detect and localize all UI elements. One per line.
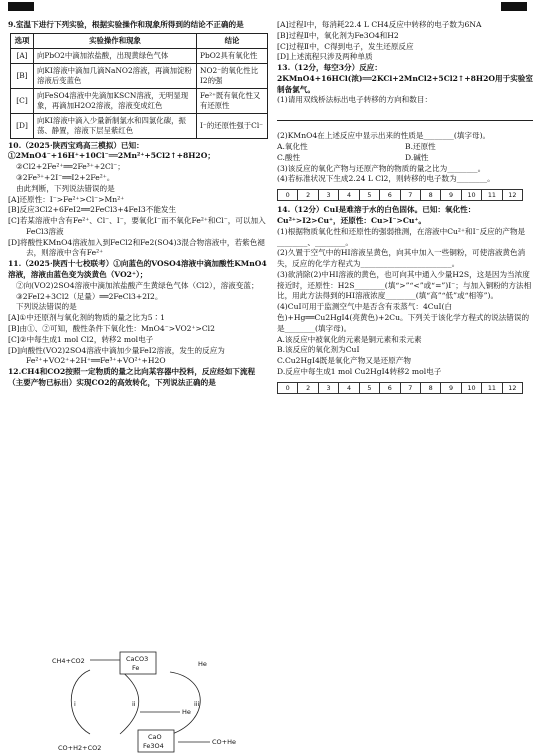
q9-header-option: 选项 bbox=[11, 33, 34, 48]
q9-header-operation: 实验操作和现象 bbox=[34, 33, 197, 48]
operation-text: 向PbO2中滴加浓盐酸，出现黄绿色气体 bbox=[34, 48, 197, 63]
score-box[interactable]: 4 bbox=[339, 190, 359, 200]
q11-line-2: ②向(VO2)2SO4溶液中滴加浓盐酸产生黄绿色气体（Cl2），溶液变蓝； bbox=[16, 280, 259, 290]
cycle-arrow-right bbox=[120, 670, 139, 734]
conclusion-text: I⁻的还原性强于Cl⁻ bbox=[197, 113, 268, 138]
score-box[interactable]: 5 bbox=[360, 190, 380, 200]
left-column bbox=[8, 20, 270, 389]
conclusion-text: NO2⁻的氧化性比I2的强 bbox=[197, 63, 268, 88]
score-box[interactable]: 11 bbox=[482, 383, 502, 393]
q9-table bbox=[10, 33, 268, 139]
q14-part2: (2)久置于空气中的HI溶液呈黄色，向其中加入一些铜粉，可使溶液黄色消失，反应的化学方程式为________________________。 bbox=[277, 248, 526, 269]
q14-part1: (1)根据物质氧化性和还原性的强弱推测，在溶液中Cu²⁺和I⁻反应的产物是________、________。 bbox=[277, 226, 526, 247]
q14-part4: (4)CuI可用于监测空气中是否含有汞蒸气：4CuI(白色)+Hg══Cu2HgI4(亮黄色)+2Cu。下列关于该化学方程式的说法错误的是________(填字母)。 bbox=[277, 302, 530, 333]
option-label[interactable]: [A] bbox=[11, 48, 34, 63]
q12-option-b[interactable]: [B]过程Ⅱ中，氧化剂为Fe3O4和H2 bbox=[277, 30, 399, 40]
q12-option-a[interactable]: [A]过程Ⅰ中，每消耗22.4 L CH4反应中转移的电子数为6NA bbox=[277, 20, 482, 29]
q13-part3: (3)该反应的氧化产物与还原产物的物质的量之比为________。 bbox=[277, 163, 486, 173]
q11-stem: 11.（2025·陕西十七校联考）①向蓝色的VOSO4溶液中滴加酸性KMnO4溶液，溶液由蓝色变为淡黄色（VO2⁺）； bbox=[8, 259, 267, 280]
score-box[interactable]: 10 bbox=[462, 383, 482, 393]
diagram-co-he: CO+He bbox=[212, 738, 236, 746]
q13-stem: 13.（12分，每空3分）反应：2KMnO4+16HCl(浓)══2KCl+2MnCl2+5Cl2↑+8H2O用于实验室制备氯气。 bbox=[277, 63, 533, 94]
q11-option-b[interactable]: [B]由①、②可知，酸性条件下氧化性：MnO4⁻>VO2⁺>Cl2 bbox=[8, 323, 215, 333]
top-right-marker bbox=[501, 2, 527, 11]
q13-part2: (2)KMnO4在上述反应中显示出来的性质是________(填字母)。 bbox=[277, 131, 491, 141]
q13-choice-c[interactable]: C.酸性 bbox=[277, 152, 301, 162]
q9-stem: 9.室温下进行下列实验，根据实验操作和现象所得到的结论不正确的是 bbox=[8, 20, 244, 29]
score-box[interactable]: 12 bbox=[508, 191, 517, 200]
q13-answer-line[interactable] bbox=[277, 110, 533, 121]
score-box[interactable]: 10 bbox=[462, 190, 482, 200]
top-left-marker bbox=[8, 2, 34, 11]
q12-stem: 12.CH4和CO2按照一定物质的量之比向某容器中投料，反应经如下流程（主要产物已标出）实现CO2的高效转化，下列说法正确的是 bbox=[8, 367, 256, 387]
score-box[interactable]: 8 bbox=[421, 190, 441, 200]
q14-option-d[interactable]: D.反应中每生成1 mol Cu2HgI4转移2 mol电子 bbox=[277, 366, 442, 376]
score-box[interactable]: 7 bbox=[401, 383, 421, 393]
q13-part1: (1)请用双线桥法标出电子转移的方向和数目： bbox=[277, 95, 433, 105]
q13-choices bbox=[277, 142, 533, 153]
q10-option-d[interactable]: [D]将酸性KMnO4溶液加入到FeCl2和Fe2(SO4)3混合物溶液中，若紫色褪去，则溶液中含有Fe²⁺ bbox=[8, 237, 265, 258]
q9-row-d bbox=[11, 113, 268, 138]
score-box[interactable]: 0 bbox=[278, 383, 298, 393]
q14-part3: (3)欲消除(2)中HI溶液的黄色，也可向其中通入少量H2S，这是因为当浓度接近时，还原性：H2S________(填“>”“<”或“=”)I⁻；与加入铜粉的方法相比，用此方法得到的HI溶液浓度________(填“高”“低”或“相等”)。 bbox=[277, 269, 532, 301]
score-box[interactable]: 8 bbox=[421, 383, 441, 393]
diagram-box1-line2: Fe bbox=[132, 664, 140, 672]
q10-stem: 10.（2025·陕西宝鸡高三模拟）已知：①2MnO4⁻+16H⁺+10Cl⁻══2Mn²⁺+5Cl2↑+8H2O； bbox=[8, 140, 215, 161]
diagram-box1-line1: CaCO3 bbox=[126, 655, 149, 663]
score-box[interactable]: 3 bbox=[319, 190, 339, 200]
q12-option-d[interactable]: [D]上述流程只涉及两种单质 bbox=[277, 52, 373, 62]
score-box[interactable]: 7 bbox=[401, 190, 421, 200]
score-box[interactable]: 11 bbox=[482, 190, 502, 200]
option-label[interactable]: [B] bbox=[11, 63, 34, 88]
diagram-box2-line1: CaO bbox=[148, 733, 162, 741]
q13-score-bar bbox=[277, 189, 523, 201]
q9-row-b bbox=[11, 63, 268, 88]
diagram-start: CH4+CO2 bbox=[52, 657, 85, 665]
q14-option-a[interactable]: A.该反应中被氧化的元素是铜元素和汞元素 bbox=[277, 334, 422, 344]
option-label[interactable]: [D] bbox=[11, 113, 34, 138]
diagram-step-iii: iii bbox=[194, 700, 200, 708]
right-column bbox=[277, 20, 533, 398]
diagram-end: CO+H2+CO2 bbox=[58, 744, 102, 752]
diagram-he-top: He bbox=[198, 660, 207, 668]
q11-ask: 下列说法错误的是 bbox=[16, 302, 77, 312]
score-box[interactable]: 3 bbox=[319, 383, 339, 393]
score-box[interactable]: 2 bbox=[298, 383, 318, 393]
q12-option-c[interactable]: [C]过程Ⅱ中，C得到电子，发生还原反应 bbox=[277, 41, 414, 51]
operation-text: 向KI溶液中滴加几滴NaNO2溶液，再滴加淀粉溶液后变蓝色 bbox=[34, 63, 197, 88]
score-box[interactable]: 9 bbox=[441, 190, 461, 200]
q10-option-a[interactable]: [A]还原性：I⁻>Fe²⁺>Cl⁻>Mn²⁺ bbox=[8, 194, 125, 204]
q9-header-conclusion: 结论 bbox=[197, 33, 268, 48]
q11-option-a[interactable]: [A]①中还原剂与氧化剂的物质的量之比为5∶1 bbox=[8, 313, 165, 323]
q11-option-c[interactable]: [C]②中每生成1 mol Cl2，转移2 mol电子 bbox=[8, 334, 154, 344]
score-box[interactable]: 2 bbox=[298, 190, 318, 200]
q13-choice-d[interactable]: D.碱性 bbox=[405, 152, 429, 162]
option-label[interactable]: [C] bbox=[11, 88, 34, 113]
score-box[interactable]: 6 bbox=[380, 383, 400, 393]
q14-option-b[interactable]: B.该反应的氧化剂为CuI bbox=[277, 345, 360, 355]
conclusion-text: Fe²⁺既有氧化性又有还原性 bbox=[197, 88, 268, 113]
q14-score-bar bbox=[277, 382, 523, 394]
score-box[interactable]: 5 bbox=[360, 383, 380, 393]
operation-text: 向KI溶液中滴入少量新制氯水和四氯化碳，振荡、静置，溶液下层呈紫红色 bbox=[34, 113, 197, 138]
operation-text: 向FeSO4溶液中先滴加KSCN溶液，无明显现象，再滴加H2O2溶液，溶液变成红色 bbox=[34, 88, 197, 113]
q11-line-3: ③2FeI2+3Cl2（足量）══2FeCl3+2I2。 bbox=[16, 291, 163, 301]
q9-row-a bbox=[11, 48, 268, 63]
score-box[interactable]: 6 bbox=[380, 190, 400, 200]
q11-option-d[interactable]: [D]向酸性(VO2)2SO4溶液中滴加少量FeI2溶液，发生的反应为Fe²⁺+VO2⁺+2H⁺══Fe³⁺+VO²⁺+H2O bbox=[8, 345, 225, 366]
q10-option-c[interactable]: [C]若某溶液中含有Fe²⁺、Cl⁻、I⁻，要氧化I⁻而不氧化Fe²⁺和Cl⁻，可以加入FeCl3溶液 bbox=[8, 216, 266, 236]
q14-option-c[interactable]: C.Cu2HgI4既是氧化产物又是还原产物 bbox=[277, 356, 411, 366]
diagram-step-ii: ii bbox=[132, 700, 136, 708]
q13-choice-a[interactable]: A.氧化性 bbox=[277, 142, 308, 152]
q10-option-b[interactable]: [B]反应3Cl2+6FeI2══2FeCl3+4FeI3不能发生 bbox=[8, 205, 177, 215]
q10-ask: 由此判断，下列说法错误的是 bbox=[16, 183, 115, 193]
q9-row-c bbox=[11, 88, 268, 113]
diagram-step-i: i bbox=[74, 700, 76, 708]
score-box[interactable]: 12 bbox=[508, 383, 517, 392]
conclusion-text: PbO2具有氧化性 bbox=[197, 48, 268, 63]
q13-part4: (4)若标准状况下生成2.24 L Cl2，则转移的电子数为________。 bbox=[277, 174, 495, 184]
score-box[interactable]: 4 bbox=[339, 383, 359, 393]
diagram-box2-line2: Fe3O4 bbox=[143, 742, 164, 750]
q13-choice-b[interactable]: B.还原性 bbox=[405, 142, 436, 152]
score-box[interactable]: 0 bbox=[278, 190, 298, 200]
diagram-he-mid: He bbox=[182, 708, 191, 716]
q14-stem: 14.（12分）CuI是难溶于水的白色固体。已知：氧化性：Cu²⁺>I2>Cu⁺，还原性：Cu>I⁻>Cu⁺。 bbox=[277, 205, 476, 225]
q10-equation-2: ②Cl2+2Fe²⁺══2Fe³⁺+2Cl⁻； bbox=[16, 162, 125, 172]
q10-equation-3: ③2Fe³⁺+2I⁻══I2+2Fe²⁺。 bbox=[16, 173, 115, 182]
q12-process-diagram bbox=[50, 650, 270, 756]
score-box[interactable]: 9 bbox=[441, 383, 461, 393]
